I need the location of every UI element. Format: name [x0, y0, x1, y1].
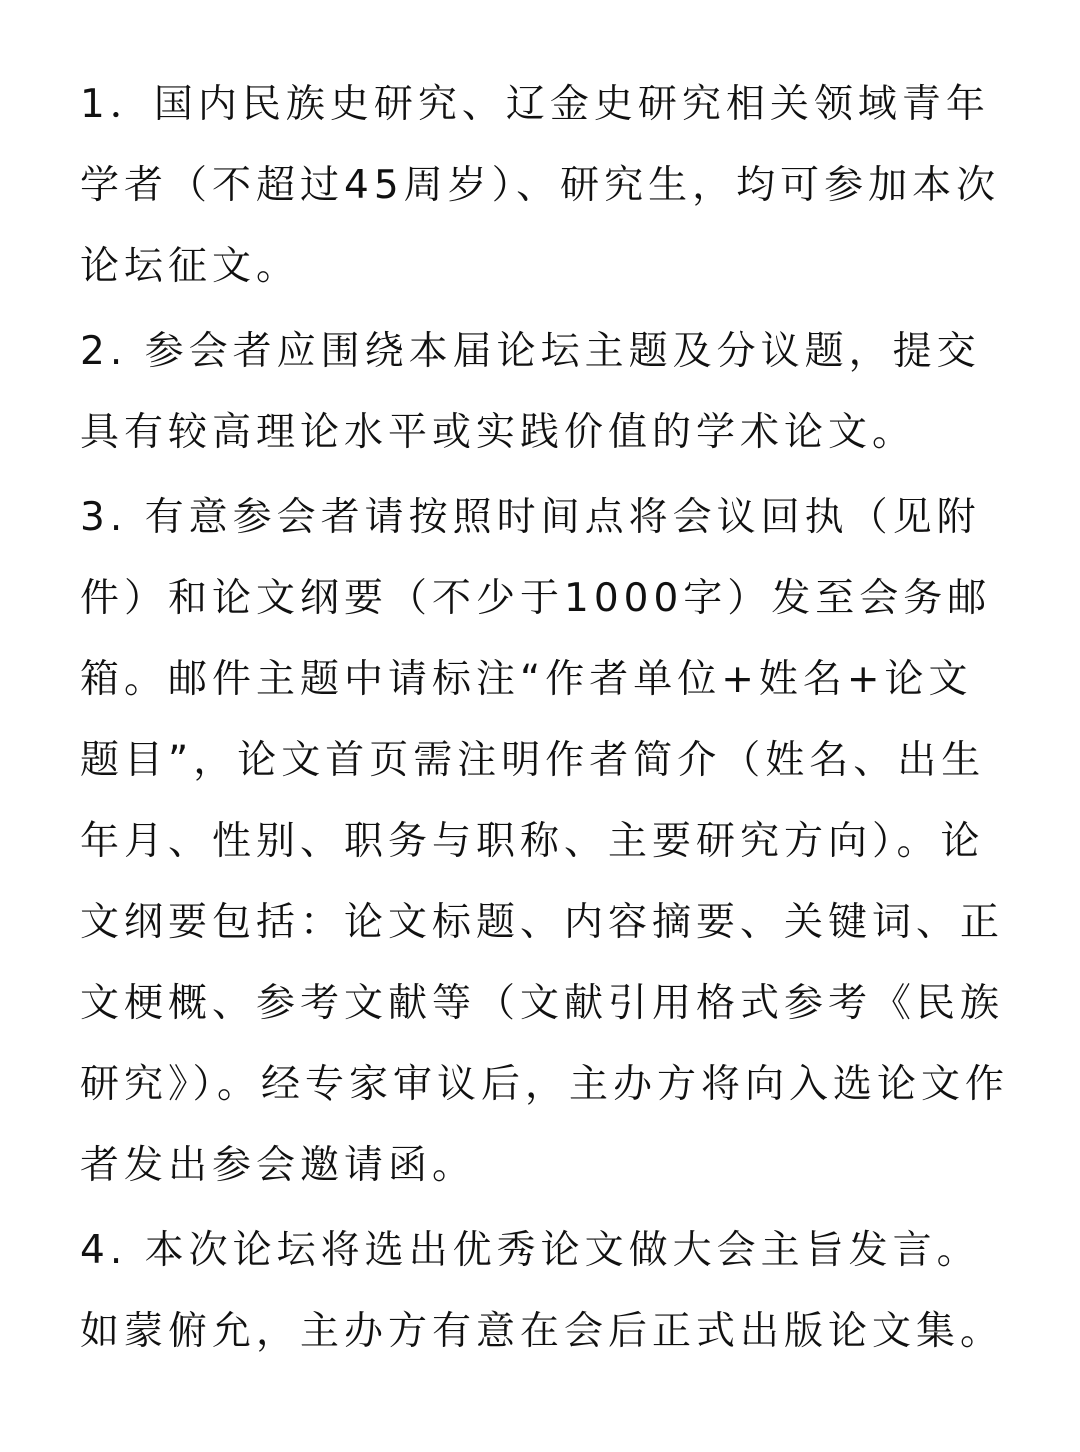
paragraph-4: 4. 本次论坛将选出优秀论文做大会主旨发言。如蒙俯允，主办方有意在会后正式出版论文集。 — [80, 1228, 1005, 1354]
paragraph-1: 1．国内民族史研究、辽金史研究相关领域青年学者（不超过45周岁）、研究生，均可参加本次论坛征文。 — [80, 82, 1001, 289]
paragraph-3: 3. 有意参会者请按照时间点将会议回执（见附件）和论文纲要（不少于1000字）发至会务邮箱。邮件主题中请标注“作者单位+姓名+论文题目”，论文首页需注明作者简介（姓名、出生年月、性别、职务与职称、主要研究方向）。论文纲要包括：论文标题、内容摘要、关键词、正文梗概、参考文献等（文献引用格式参考《民族研究》）。经专家审议后，主办方将向入选论文作者发出参会邀请函。 — [80, 495, 1010, 1188]
paragraph-2: 2. 参会者应围绕本届论坛主题及分议题，提交具有较高理论水平或实践价值的学术论文。 — [80, 329, 981, 455]
document-body — [80, 64, 1010, 1372]
